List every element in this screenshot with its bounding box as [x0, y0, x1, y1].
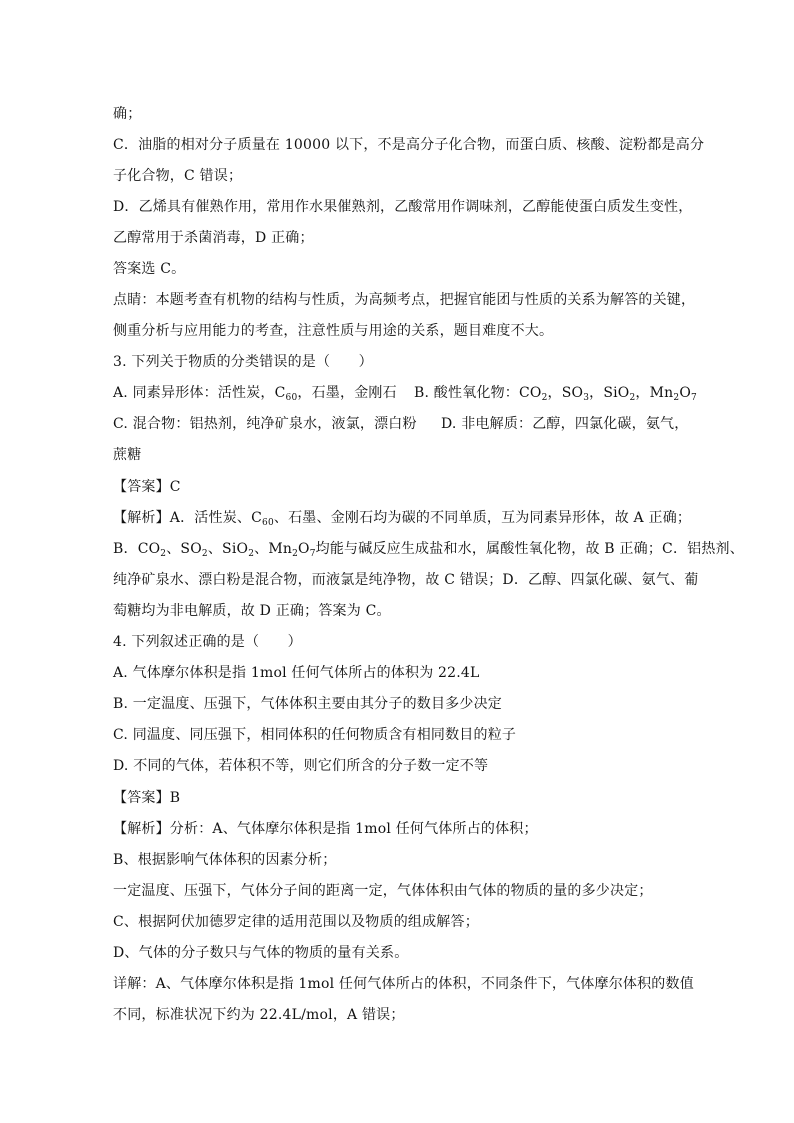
- text-line: C．油脂的相对分子质量在 10000 以下，不是高分子化合物，而蛋白质、核酸、淀粉都是高分: [113, 137, 705, 153]
- q3-options-row-2: [113, 415, 689, 433]
- q3-option-d: D. 非电解质：乙醇，四氯化碳，氨气，: [441, 416, 689, 432]
- text-line: 一定温度、压强下，气体分子间的距离一定，气体体积由气体的物质的量的多少决定；: [113, 883, 653, 899]
- text-line: 侧重分析与应用能力的考查，注意性质与用途的关系，题目难度不大。: [113, 323, 554, 339]
- text-line: 乙醇常用于杀菌消毒，D 正确；: [113, 230, 314, 246]
- text-line: 不同，标准状况下约为 22.4L/mol，A 错误；: [113, 1007, 405, 1023]
- q3-explanation-line-1: 【解析】A．活性炭、$C_{60}$、石墨、金刚石均为碳的不同单质，互为同素异形体，故 A 正确；: [113, 510, 692, 528]
- q3-option-b: B. 酸性氧化物：$CO_2$，$SO_3$，SiO$_2$，$Mn_2O_7$: [414, 385, 697, 403]
- q4-option-b: B. 一定温度、压强下，气体体积主要由其分子的数目多少决定: [113, 696, 502, 712]
- q4-option-d: D. 不同的气体，若体积不等，则它们所含的分子数一定不等: [113, 758, 489, 774]
- text-line: 蔗糖: [113, 447, 142, 463]
- q4-option-c: C. 同温度、同压强下，相同体积的任何物质含有相同数目的粒子: [113, 727, 517, 743]
- text-line: 纯净矿泉水、漂白粉是混合物，而液氯是纯净物，故 C 错误；D．乙醇、四氯化碳、氨气、葡: [113, 572, 699, 588]
- answer-label: 【答案】B: [113, 790, 181, 806]
- text-line: C、根据阿伏加德罗定律的适用范围以及物质的组成解答；: [113, 914, 479, 930]
- q4-option-a: A. 气体摩尔体积是指 1mol 任何气体所占的体积为 22.4L: [113, 665, 480, 681]
- q3-option-a: A. 同素异形体：活性炭，$C_{60}$，石墨，金刚石: [113, 385, 397, 403]
- question-4-stem: 4. 下列叙述正确的是（ ）: [113, 634, 302, 650]
- text-line: 子化合物，C 错误；: [113, 168, 243, 184]
- q3-option-c: C. 混合物：铝热剂，纯净矿泉水，液氯，漂白粉: [113, 416, 417, 432]
- text-line: D、气体的分子数只与气体的物质的量有关系。: [113, 945, 409, 961]
- text-line: 萄糖均为非电解质，故 D 正确；答案为 C。: [113, 603, 391, 619]
- question-3-stem: 3. 下列关于物质的分类错误的是（ ）: [113, 354, 373, 370]
- text-line: D．乙烯具有催熟作用，常用作水果催熟剂，乙酸常用作调味剂，乙醇能使蛋白质发生变性，: [113, 199, 693, 215]
- q3-options-row-1: [113, 384, 697, 403]
- text-line: 确；: [113, 106, 142, 122]
- answer-label: 【答案】C: [113, 479, 181, 495]
- q3-explanation-line-2: B．$CO_2$、$SO_2$、SiO$_2$、$Mn_2O_7$均能与碱反应生成盐和水，属酸性氧化物，故 B 正确；C．铝热剂、: [113, 541, 744, 559]
- text-line: 详解：A、气体摩尔体积是指 1mol 任何气体所占的体积，不同条件下，气体摩尔体积的数值: [113, 976, 694, 992]
- text-line: 【解析】分析：A、气体摩尔体积是指 1mol 任何气体所占的体积；: [113, 821, 538, 837]
- text-line: B、根据影响气体体积的因素分析；: [113, 852, 337, 868]
- text-line: 点睛：本题考查有机物的结构与性质，为高频考点，把握官能团与性质的关系为解答的关键，: [113, 292, 696, 308]
- text-line: 答案选 C。: [113, 261, 186, 277]
